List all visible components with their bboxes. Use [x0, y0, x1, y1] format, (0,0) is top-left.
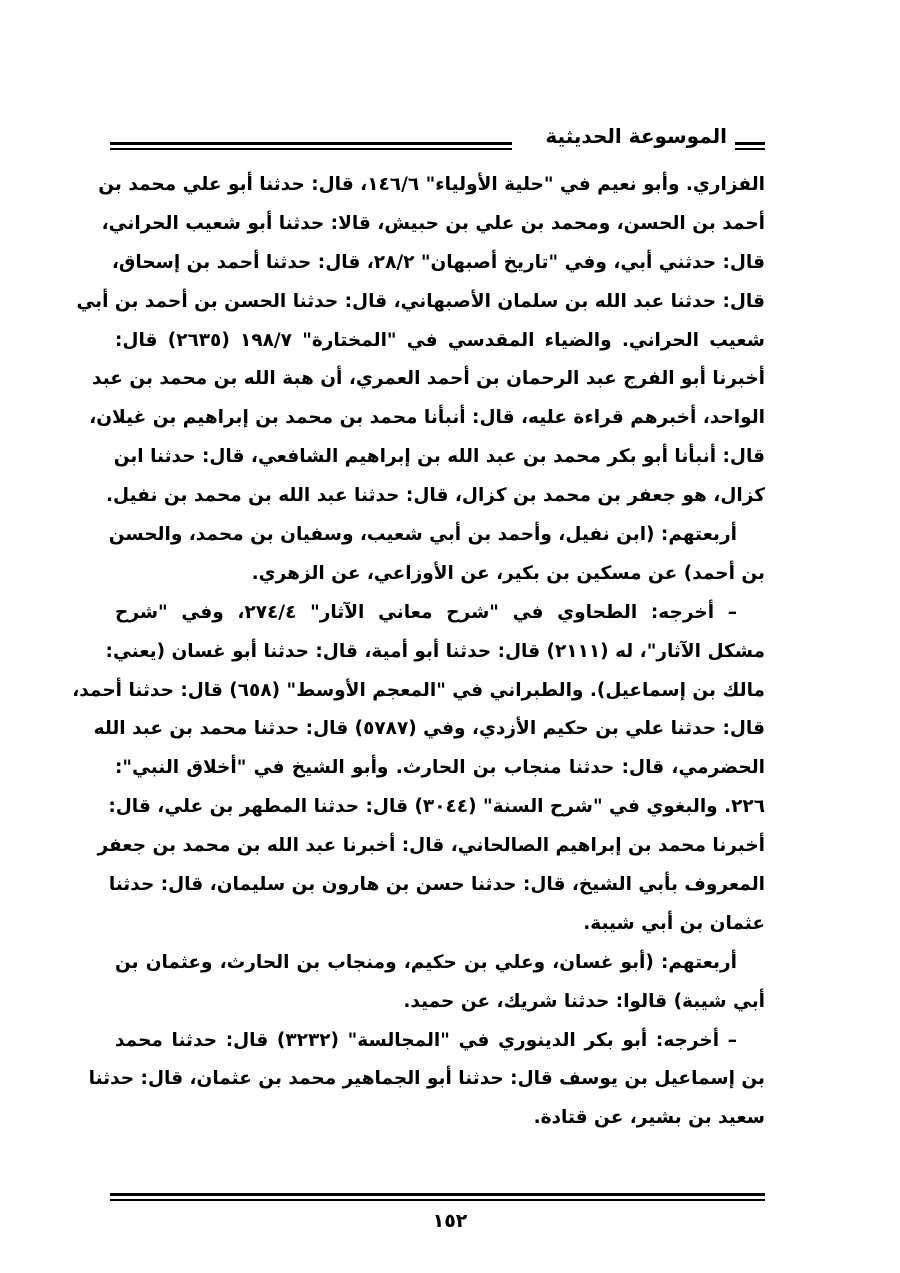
text-line: بن أحمد) عن مسكين بن بكير، عن الأوزاعي، عن الزهري.: [251, 562, 765, 584]
paragraph: [76, 166, 765, 516]
text-line: المعروف بأبي الشيخ، قال: حدثنا حسن بن هارون بن سليمان، قال: حدثنا: [108, 874, 765, 896]
text-line: – أخرجه: أبو بكر الدينوري في "المجالسة" (٣٢٣٢) قال: حدثنا محمد: [115, 1029, 737, 1051]
text-line: قال: حدثني أبي، وفي "تاريخ أصبهان" ٢٨/٢، قال: حدثنا أحمد بن إسحاق،: [111, 251, 765, 273]
header-title: الموسوعة الحديثية: [545, 124, 727, 148]
running-header: [110, 118, 765, 158]
text-line: قال: حدثنا علي بن حكيم الأزدي، وفي (٥٧٨٧) قال: حدثنا محمد بن عبد الله: [93, 718, 765, 740]
text-line: عثمان بن أبي شيبة.: [583, 912, 765, 934]
paragraph: [115, 944, 765, 1022]
header-rule-right: [735, 142, 765, 150]
text-line: قال: حدثنا عبد الله بن سلمان الأصبهاني، قال: حدثنا الحسن بن أحمد بن أبي: [76, 290, 765, 312]
text-line: أخبرنا أبو الفرج عبد الرحمان بن أحمد العمري، أن هبة الله بن محمد بن عبد: [92, 368, 765, 390]
text-line: كزال، هو جعفر بن محمد بن كزال، قال: حدثنا عبد الله بن محمد بن نفيل.: [106, 485, 765, 507]
text-line: قال: أنبأنا أبو بكر محمد بن عبد الله بن إبراهيم الشافعي، قال: حدثنا ابن: [113, 446, 765, 468]
text-line: ٢٢٦. والبغوي في "شرح السنة" (٣٠٤٤) قال: حدثنا المطهر بن علي، قال:: [108, 796, 765, 818]
text-line: مالك بن إسماعيل). والطبراني في "المعجم الأوسط" (٦٥٨) قال: حدثنا أحمد،: [72, 679, 765, 701]
header-rule-left: [110, 142, 512, 150]
paragraph: [88, 1022, 765, 1139]
text-line: أبي شيبة) قالوا: حدثنا شريك، عن حميد.: [403, 990, 765, 1012]
paragraph: [72, 594, 765, 944]
text-line: أربعتهم: (أبو غسان، وعلي بن حكيم، ومنجاب بن الحارث، وعثمان بن: [115, 951, 737, 973]
text-line: بن إسماعيل بن يوسف قال: حدثنا أبو الجماهير محمد بن عثمان، قال: حدثنا: [88, 1068, 765, 1090]
body-text: [72, 166, 765, 1138]
text-line: شعيب الحراني. والضياء المقدسي في "المختارة" ١٩٨/٧ (٢٦٣٥) قال:: [115, 329, 765, 351]
text-line: – أخرجه: الطحاوي في "شرح معاني الآثار" ٢٧٤/٤، وفي "شرح: [115, 601, 737, 623]
text-line: الواحد، أخبرهم قراءة عليه، قال: أنبأنا محمد بن محمد بن إبراهيم بن غيلان،: [89, 407, 765, 429]
paragraph: [108, 516, 765, 594]
text-line: سعيد بن بشير، عن قتادة.: [533, 1107, 765, 1129]
text-line: أحمد بن الحسن، ومحمد بن علي بن حبيش، قالا: حدثنا أبو شعيب الحراني،: [101, 212, 765, 234]
text-line: الحضرمي، قال: حدثنا منجاب بن الحارث. وأبو الشيخ في "أخلاق النبي":: [115, 757, 765, 779]
text-line: مشكل الآثار"، له (٢١١١) قال: حدثنا أبو أمية، قال: حدثنا أبو غسان (يعني:: [105, 640, 765, 662]
page-number: ١٥٢: [432, 1210, 468, 1232]
text-line: الفزاري. وأبو نعيم في "حلية الأولياء" ١٤٦/٦، قال: حدثنا أبو علي محمد بن: [98, 174, 765, 195]
footer-rule: [110, 1193, 765, 1201]
text-line: أخبرنا محمد بن إبراهيم الصالحاني، قال: أخبرنا عبد الله بن محمد بن جعفر: [97, 835, 765, 857]
text-line: أربعتهم: (ابن نفيل، وأحمد بن أبي شعيب، وسفيان بن محمد، والحسن: [108, 524, 737, 546]
